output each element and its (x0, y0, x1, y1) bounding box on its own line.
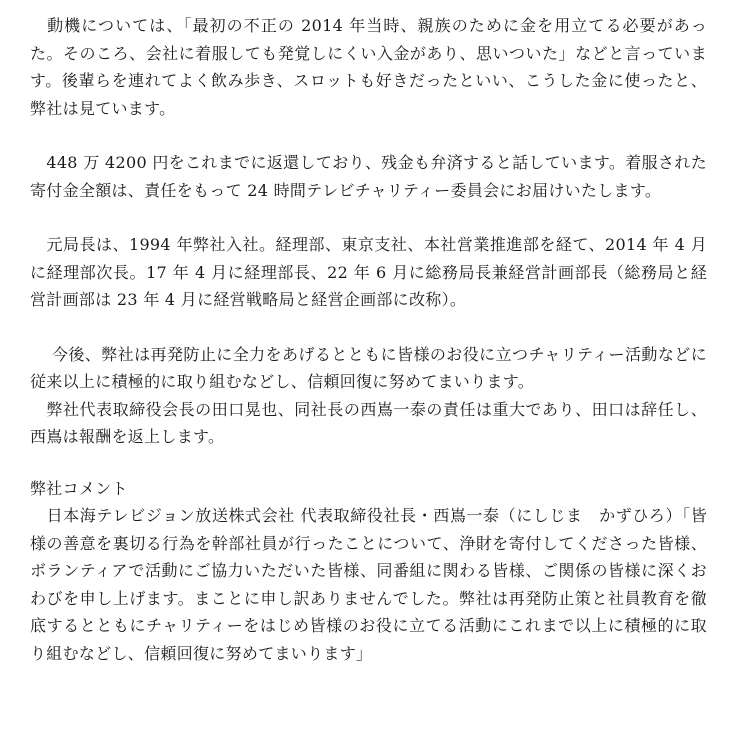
paragraph-spacer (30, 122, 707, 149)
paragraph-motive: 動機については、「最初の不正の 2014 年当時、親族のために金を用立てる必要があった。そのころ、会社に着服しても発覚しにくい入金があり、思いついた」などと言っています。後輩らを連れてよく飲み歩き、スロットも好きだったといい、こうした金に使ったと、弊社は見ています。 (30, 16, 707, 118)
paragraph-spacer (30, 314, 707, 341)
paragraph-president-comment: 日本海テレビジョン放送株式会社 代表取締役社長・西嶌一泰（にしじま かずひろ）「皆様の善意を裏切る行為を幹部社員が行ったことについて、浄財を寄付してくださった皆様、ボランティアで活動にご協力いただいた皆様、同番組に関わる皆様、ご関係の皆様に深くおわびを申し上げます。まことに申し訳ありませんでした。弊社は再発防止策と社員教育を徹底するとともにチャリティーをはじめ皆様のお役に立てる活動にこれまで以上に積極的に取り組むなどし、信頼回復に努めてまいります」 (30, 506, 707, 663)
paragraph-spacer (30, 451, 707, 475)
paragraph-prevention: 今後、弊社は再発防止に全力をあげるとともに皆様のお役に立つチャリティー活動などに従来以上に積極的に取り組むなどし、信頼回復に努めてまいります。 (30, 344, 707, 391)
paragraph-career: 元局長は、1994 年弊社入社。経理部、東京支社、本社営業推進部を経て、2014 年 4 月に経理部次長。17 年 4 月に経理部長、22 年 6 月に総務局長兼経営計画部長（総務局と経営計画部は 23 年 4 月に経営戦略局と経営企画部に改称）。 (30, 235, 707, 309)
paragraph-responsibility: 弊社代表取締役会長の田口晃也、同社長の西嶌一泰の責任は重大であり、田口は辞任し、西嶌は報酬を返上します。 (30, 399, 707, 446)
paragraph-spacer (30, 204, 707, 231)
section-heading-comment: 弊社コメント (30, 478, 128, 498)
paragraph-repayment: 448 万 4200 円をこれまでに返還しており、残金も弁済すると話しています。着服された寄付金全額は、責任をもって 24 時間テレビチャリティー委員会にお届けいたします。 (30, 153, 707, 200)
